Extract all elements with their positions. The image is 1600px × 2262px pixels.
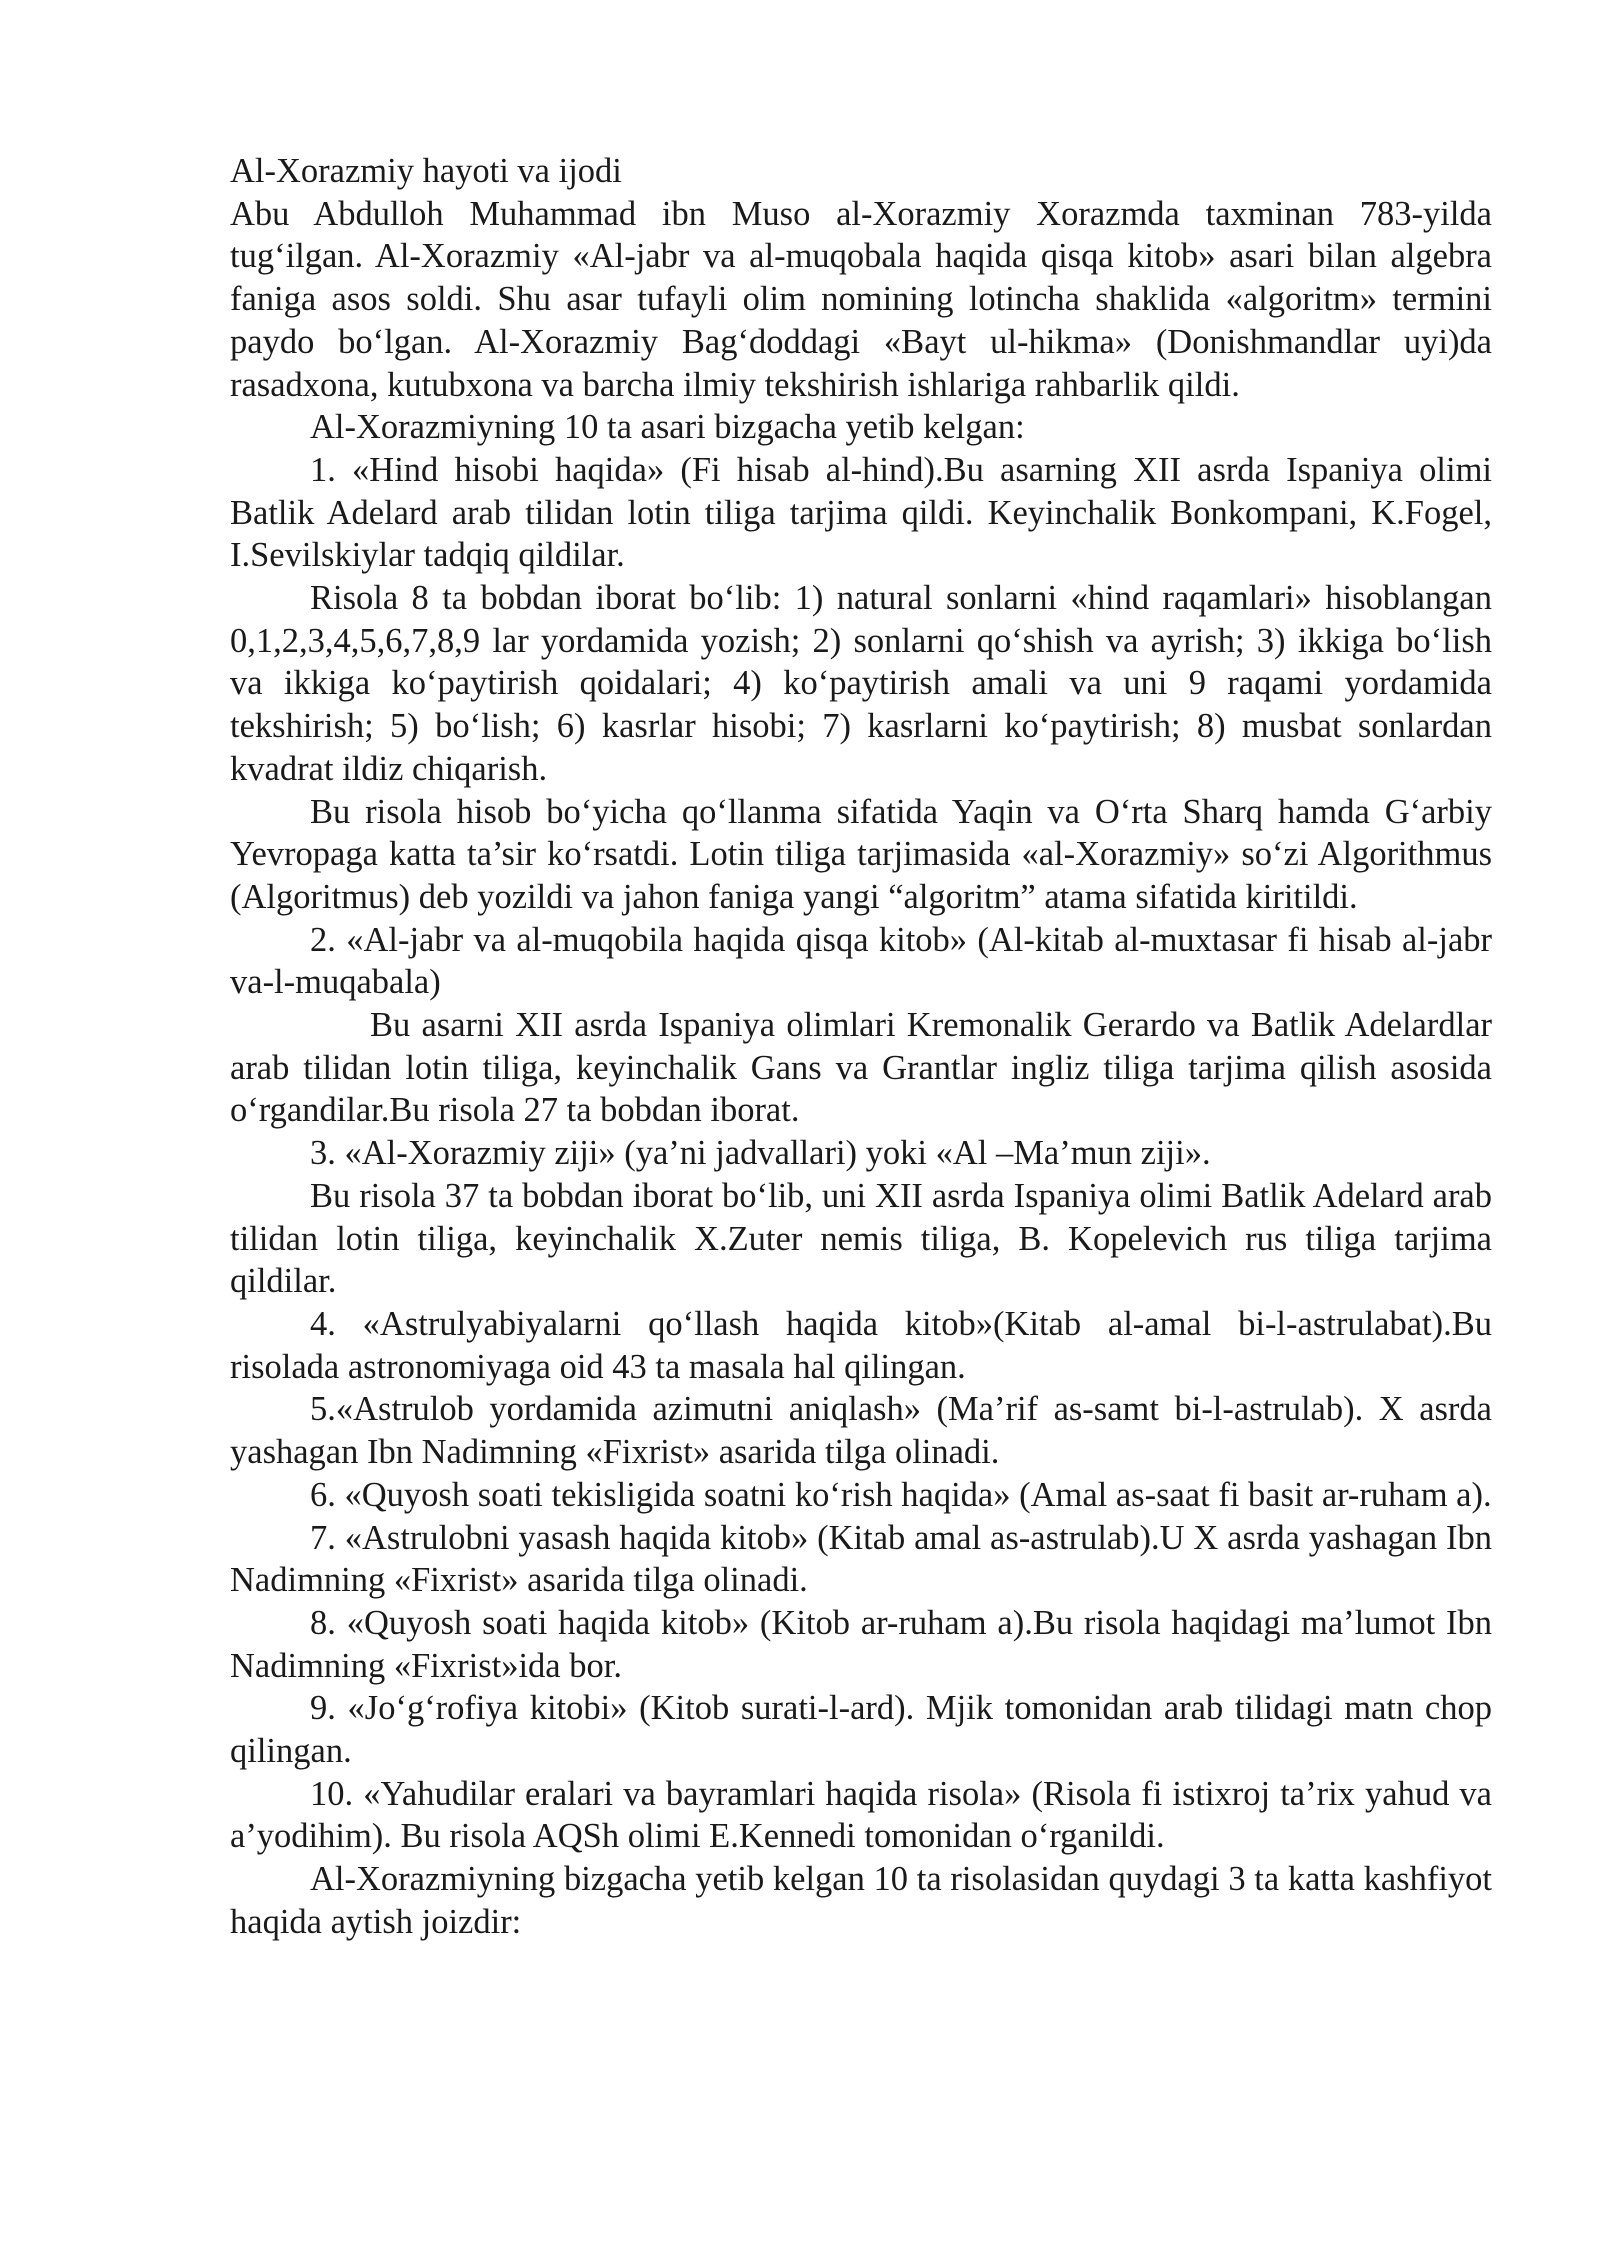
paragraph-work-2-translations: Bu asarni XII asrda Ispaniya olimlari Kremonalik Gerardo va Batlik Adelardlar arab tilidan lotin tiliga, keyinchalik Gans va Grantlar ingliz tiliga tarjima qilish asosida o‘rgandilar.Bu risola 27 ta bobdan iborat. bbox=[230, 1006, 1492, 1130]
paragraph-work-6: 6. «Quyosh soati tekisligida soatni ko‘rish haqida» (Amal as-saat fi basit ar-ruham a). bbox=[310, 1475, 1492, 1514]
paragraph-work-4: 4. «Astrulyabiyalarni qo‘llash haqida kitob»(Kitab al-amal bi-l-astrulabat).Bu risolada astronomiyaga oid 43 ta masala hal qilingan. bbox=[230, 1304, 1492, 1386]
paragraph-work-2: 2. «Al-jabr va al-muqobila haqida qisqa kitob» (Al-kitab al-muxtasar fi hisab al-jabr va-l-muqabala) bbox=[230, 920, 1492, 1002]
paragraph-work-3: 3. «Al-Xorazmiy ziji» (ya’ni jadvallari) yoki «Al –Ma’mun ziji». bbox=[310, 1134, 1211, 1173]
paragraph-work-5: 5.«Astrulob yordamida azimutni aniqlash» (Ma’rif as-samt bi-l-astrulab). X asrda yashagan Ibn Nadimning «Fixrist» asarida tilga olinadi. bbox=[230, 1390, 1492, 1472]
paragraph-conclusion: Al-Xorazmiyning bizgacha yetib kelgan 10 ta risolasidan quydagi 3 ta katta kashfiyot haqida aytish joizdir: bbox=[230, 1860, 1492, 1941]
paragraph-work-3-details: Bu risola 37 ta bobdan iborat bo‘lib, uni XII asrda Ispaniya olimi Batlik Adelard arab tilidan lotin tiliga, keyinchalik X.Zuter nemis tiliga, B. Kopelevich rus tiliga tarjima qildilar. bbox=[230, 1176, 1492, 1301]
paragraph-intro: Abu Abdulloh Muhammad ibn Muso al-Xorazmiy Xorazmda taxminan 783-yilda tug‘ilgan. Al-Xorazmiy «Al-jabr va al-muqobala haqida qisqa kitob» asari bilan algebra faniga asos soldi. Shu asar tufayli olim nomining lotincha shaklida «algoritm» termini paydo bo‘lgan. Al-Xorazmiy Bag‘doddagi «Bayt ul-hikma» (Donishmandlar uyi)da rasadxona, kutubxona va barcha ilmiy tekshirish ishlariga rahbarlik qildi. bbox=[230, 194, 1492, 404]
paragraph-work-1-chapters: Risola 8 ta bobdan iborat bo‘lib: 1) natural sonlarni «hind raqamlari» hisoblangan 0,1,2,3,4,5,6,7,8,9 lar yordamida yozish; 2) sonlarni qo‘shish va ayrish; 3) ikkiga bo‘lish va ikkiga ko‘paytirish qoidalari; 4) ko‘paytirish amali va uni 9 raqami yordamida tekshirish; 5) bo‘lish; 6) kasrlar hisobi; 7) kasrlarni ko‘paytirish; 8) musbat sonlardan kvadrat ildiz chiqarish. bbox=[230, 579, 1492, 788]
paragraph-work-10: 10. «Yahudilar eralari va bayramlari haqida risola» (Risola fi istixroj ta’rix yahud va a’yodihim). Bu risola AQSh olimi E.Kennedi tomonidan o‘rganildi. bbox=[230, 1774, 1492, 1856]
paragraph-work-1-influence: Bu risola hisob bo‘yicha qo‘llanma sifatida Yaqin va O‘rta Sharq hamda G‘arbiy Yevropaga katta ta’sir ko‘rsatdi. Lotin tiliga tarjimasida «al-Xorazmiy» so‘zi Algorithmus (Algoritmus) deb yozildi va jahon faniga yangi “algoritm” atama sifatida kiritildi. bbox=[230, 792, 1492, 916]
paragraph-work-7: 7. «Astrulobni yasash haqida kitob» (Kitab amal as-astrulab).U X asrda yashagan Ibn Nadimning «Fixrist» asarida tilga olinadi. bbox=[230, 1518, 1492, 1600]
document-title: Al-Xorazmiy hayoti va ijodi bbox=[230, 152, 622, 190]
document-page bbox=[230, 150, 1492, 1944]
paragraph-work-1: 1. «Hind hisobi haqida» (Fi hisab al-hind).Bu asarning XII asrda Ispaniya olimi Batlik Adelard arab tilidan lotin tiliga tarjima qildi. Keyinchalik Bonkompani, K.Fogel, I.Sevilskiylar tadqiq qildilar. bbox=[230, 450, 1492, 575]
paragraph-work-8: 8. «Quyosh soati haqida kitob» (Kitob ar-ruham a).Bu risola haqidagi ma’lumot Ibn Nadimning «Fixrist»ida bor. bbox=[230, 1603, 1492, 1685]
paragraph-works-count: Al-Xorazmiyning 10 ta asari bizgacha yetib kelgan: bbox=[310, 408, 1025, 447]
paragraph-work-9: 9. «Jo‘g‘rofiya kitobi» (Kitob surati-l-ard). Mjik tomonidan arab tilidagi matn chop qilingan. bbox=[230, 1689, 1492, 1771]
